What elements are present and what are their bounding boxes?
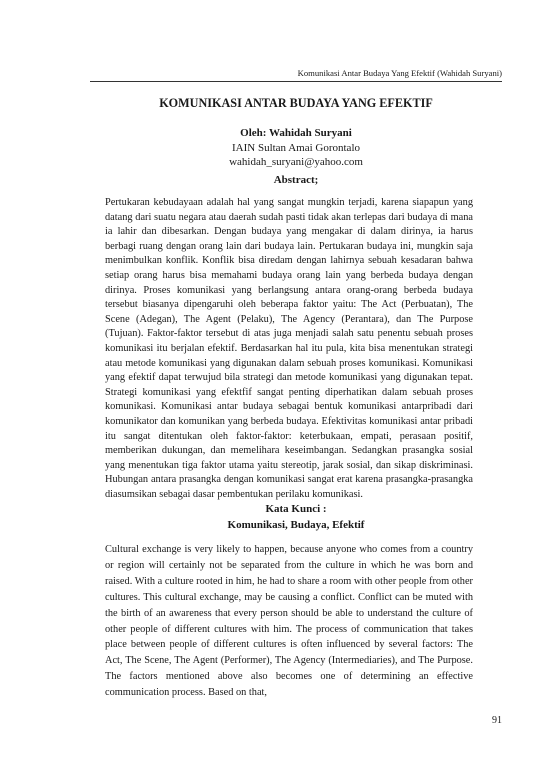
author-block [90, 126, 502, 170]
author-byline: Oleh: Wahidah Suryani [240, 127, 352, 139]
header-rule [90, 81, 502, 82]
author-affiliation: IAIN Sultan Amai Gorontalo [231, 141, 360, 154]
keywords-list: Komunikasi, Budaya, Efektif [227, 518, 365, 531]
page-number: 91 [492, 715, 502, 726]
abstract-heading: Abstract; [273, 174, 319, 186]
abstract-text: Pertukaran kebudayaan adalah hal yang sangat mungkin terjadi, karena siapapun yang datang dari suatu negara atau daerah sudah pasti tidak akan terlepas dari budaya di mana ia lahir dan dibesarkan. Dengan budaya yang mengakar di dalam dirinya, ia harus berbagi ruang dengan orang lain dari budaya lain. Pertukaran budaya ini, mungkin saja menimbulkan konflik. Konflik bisa diredam dengan lahirnya sebuah kesadaran bahwa setiap orang harus bisa memahami budaya orang lain yang berbeda budaya dengan dirinya. Proses komunikasi yang berlangsung antara orang-orang berbeda budaya tersebut biasanya dipengaruhi oleh beberapa faktor yaitu: The Act (Perbuatan), The Scene (Adegan), The Agent (Pelaku), The Agency (Perantara), dan The Purpose (Tujuan). Faktor-faktor tersebut di atas juga menjadi salah satu penentu sebuah proses komunikasi itu berjalan efektif. Berdasarkan hal itu pula, kita bisa menentukan strategi atau metode komunikasi yang digunakan dalam sebuah proses komunikasi. Komunikasi yang efektif dapat terwujud bila strategi dan metode komunikasi yang digunakan tepat. Strategi komunikasi yang efektfif sangat penting diperhatikan dalam sebuah proses komunikasi. Komunikasi antar budaya sebagai bentuk komunikasi antarpribadi dari komunikator dan komunikan yang berbeda budaya. Efektivitas komunikasi antar pribadi itu sangat ditentukan oleh faktor-faktor: keterbukaan, empati, perasaan positif, memberikan dukungan, dan memelihara keseimbangan. Sedangkan prasangka sosial yang menentukan tiga faktor utama yaitu stereotip, jarak sosial, dan sikap diskriminasi. Hubungan antara prasangka dengan komunikasi sangat erat karena prasangka-prasangka diasumsikan sebagai dasar pembentukan perilaku komunikasi. [105, 197, 473, 500]
running-head: Komunikasi Antar Budaya Yang Efektif (Wahidah Suryani) [297, 68, 502, 78]
keywords-block [90, 502, 502, 533]
author-email[interactable]: wahidah_suryani@yahoo.com [229, 156, 363, 168]
paper-title: KOMUNIKASI ANTAR BUDAYA YANG EFEKTIF [159, 96, 433, 110]
english-abstract-paragraph: Cultural exchange is very likely to happen, because anyone who comes from a country or region will certainly not be separated from the culture in which he was born and raised. With a culture rooted in him, he had to share a room with other people from other cultures. This cultural exchange, may be causing a conflict. Conflict can be muted with the birth of an awareness that every person should be able to understand the culture of other people of different cultures with him. The process of communication that takes place between people of different cultures is often influenced by several factors: The Act, The Scene, The Agent (Performer), The Agency (Intermediaries), and The Purpose. The factors mentioned above also becomes one of determining an effective communication process. Based on that, [105, 544, 473, 699]
keywords-heading: Kata Kunci : [265, 503, 327, 515]
